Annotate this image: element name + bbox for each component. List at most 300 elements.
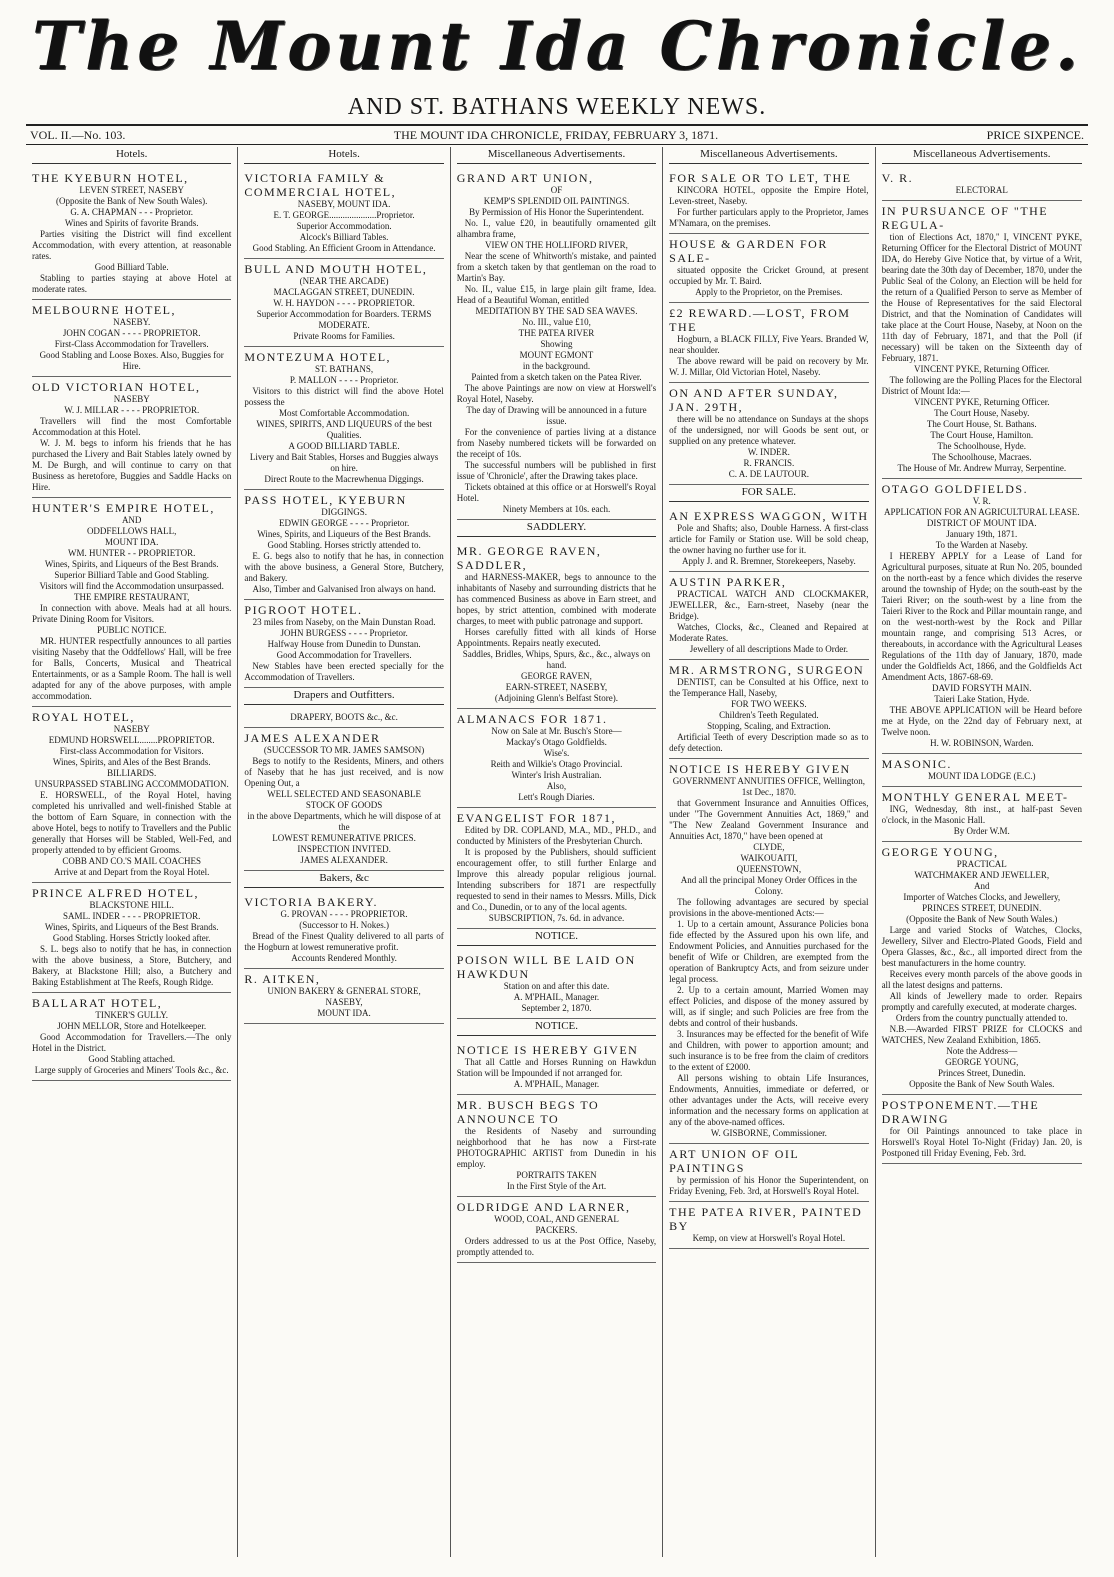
advertisement-title: THE PATEA RIVER, PAINTED BY (669, 1205, 863, 1233)
section-header: Drapers and Outfitters. (244, 688, 443, 705)
advertisement-line: EARN-STREET, NASEBY, (505, 682, 608, 692)
advertisement-line: January 19th, 1871. (946, 529, 1018, 539)
advertisement-title: MONTEZUMA HOTEL, (244, 350, 392, 364)
advertisement-line: V. R. (972, 496, 991, 506)
advertisement (32, 300, 231, 377)
advertisement-line: The following are the Polling Places for the Electoral District of Mount Ida:— (881, 375, 1082, 396)
issue-date: THE MOUNT IDA CHRONICLE, FRIDAY, FEBRUARY 3, 1871. (393, 127, 719, 142)
advertisement-line: VINCENT PYKE, Returning Officer. (914, 364, 1050, 374)
advertisement (457, 950, 656, 1019)
advertisement (244, 490, 443, 600)
advertisement-title: VICTORIA FAMILY & COMMERCIAL HOTEL, (244, 171, 397, 199)
advertisement-line: WATCHMAKER AND JEWELLER, (914, 870, 1050, 880)
advertisement-title: PASS HOTEL, KYEBURN (244, 493, 407, 507)
advertisement-line: And (974, 881, 990, 891)
advertisement-line: For further particulars apply to the Proprietor, James M'Namara, on the premises. (669, 207, 869, 228)
advertisement-line: NASEBY (113, 394, 150, 404)
advertisement-line: The successful numbers will be published in first issue of 'Chronicle', after the Drawing takes place. (456, 460, 657, 481)
advertisement-line: 1. Up to a certain amount, Assurance Policies bona fide effected by the Assured upon his own life, and Endowment Policies, and Annuities purchased for the benefit of Wife or Children, are exempted from the operation of Bankruptcy Acts, and from seizure under legal process. (669, 919, 869, 984)
advertisement-title: MONTHLY GENERAL MEET- (881, 790, 1069, 804)
advertisement-line: UNSURPASSED STABLING ACCOMMODATION. (34, 779, 229, 789)
advertisement-line: C. A. DE LAUTOUR. (728, 469, 810, 479)
advertisement-line: BLACKSTONE HILL. (89, 900, 174, 910)
advertisement-line: Apply to the Proprietor, on the Premises. (695, 287, 843, 297)
advertisement-line: MOUNT EGMONT (519, 350, 594, 360)
advertisement-line: That all Cattle and Horses Running on Hawkdun Station will be Impounded if not arranged for. (456, 1057, 657, 1078)
advertisement-line: LOWEST REMUNERATIVE PRICES. (272, 833, 416, 843)
advertisement-line: in the background. (522, 361, 591, 371)
advertisement-line: DENTIST, can be Consulted at his Office, next to the Temperance Hall, Naseby, (669, 677, 869, 698)
advertisement (244, 969, 443, 1024)
advertisement (32, 498, 231, 707)
advertisement-line: E. HORSWELL, of the Royal Hotel, having completed his unrivalled and well-finished Stable at the bottom of Earn Square, in connection with the above Hotel, begs to notify to Travellers and the Public generally that Horses will be Stabled, Well-Fed, and properly attended to by efficient Grooms. (32, 790, 232, 855)
advertisement-line: Showing (540, 339, 573, 349)
advertisement-title: MR. ARMSTRONG, SURGEON (669, 663, 865, 677)
advertisement (882, 1095, 1082, 1164)
advertisement-title: MR. BUSCH BEGS TO ANNOUNCE TO (456, 1098, 600, 1126)
advertisement-line: Wines, Spirits, and Liqueurs of the Best Brands. (44, 922, 219, 932)
advertisement (244, 892, 443, 969)
advertisement (882, 201, 1082, 479)
advertisement-line: QUEENSTOWN, (736, 864, 802, 874)
advertisement (457, 709, 656, 808)
advertisement (669, 383, 868, 485)
advertisement-line: MEDITATION BY THE SAD SEA WAVES. (475, 306, 638, 316)
advertisement (32, 168, 231, 300)
advertisement-line: DIGGINGS. (321, 507, 367, 517)
advertisement-line: Accounts Rendered Monthly. (291, 953, 397, 963)
advertisement-line: All kinds of Jewellery made to order. Repairs promptly and carefully executed, at moderate charges. (881, 991, 1082, 1012)
advertisement-title: POSTPONEMENT.—THE DRAWING (881, 1098, 1040, 1126)
advertisement-line: MACLAGGAN STREET, DUNEDIN. (273, 287, 415, 297)
advertisement-line: WELL SELECTED AND SEASONABLE (267, 789, 422, 799)
advertisement-line: Wines and Spirits of favorite Brands. (64, 218, 199, 228)
advertisement-line: Lett's Rough Diaries. (518, 792, 595, 802)
advertisement-line: Hogburn, a BLACK FILLY, Five Years. Branded W, near shoulder. (669, 334, 869, 355)
advertisement-line: No. II., value £15, in large plain gilt frame, Idea. Head of a Beautiful Woman, entitled (456, 284, 657, 305)
advertisement (669, 506, 868, 572)
advertisement-title: VICTORIA BAKERY. (244, 895, 378, 909)
advertisement-line: The House of Mr. Andrew Murray, Serpentine. (897, 463, 1067, 473)
advertisement (457, 808, 656, 929)
dateline (26, 124, 1088, 145)
advertisement-line: To the Warden at Naseby. (935, 540, 1028, 550)
advertisement-line: Also, Timber and Galvanised Iron always on hand. (252, 584, 436, 594)
advertisement-line: The above Paintings are now on view at Horswell's Royal Hotel, Naseby. (456, 383, 657, 404)
advertisement-line: THE EMPIRE RESTAURANT, (74, 592, 190, 602)
price: PRICE SIXPENCE. (986, 127, 1084, 142)
advertisement-line: THE ABOVE APPLICATION will be Heard before me at Hyde, on the 22nd day of February next, at Twelve noon. (881, 705, 1082, 737)
column-5 (876, 147, 1088, 1557)
advertisement-title: ART UNION OF OIL PAINTINGS (669, 1147, 799, 1175)
advertisement-line: The Court House, Naseby. (934, 408, 1030, 418)
advertisement-line: P. MALLON - - - - Proprietor. (289, 375, 399, 385)
advertisement-line: PACKERS. (535, 1225, 578, 1235)
advertisement-line: EDMUND HORSWELL........PROPRIETOR. (48, 735, 215, 745)
advertisement-title: ALMANACS FOR 1871. (456, 712, 608, 726)
advertisement-line: Saddles, Bridles, Whips, Spurs, &c., &c., always on hand. (462, 649, 651, 670)
advertisement-title: OLDRIDGE AND LARNER, (456, 1200, 631, 1214)
column-header: Hotels. (32, 147, 231, 164)
advertisement (457, 1095, 656, 1197)
advertisement-title: £2 REWARD.—LOST, FROM THE (669, 306, 851, 334)
advertisement-title: AUSTIN PARKER, (669, 575, 787, 589)
advertisement-title: ROYAL HOTEL, (32, 710, 135, 724)
advertisement-line: PRINCES STREET, DUNEDIN. (922, 903, 1042, 913)
column-2 (238, 147, 450, 1557)
advertisement-line: First-class Accommodation for Visitors. (59, 746, 204, 756)
advertisement (882, 754, 1082, 787)
advertisement (882, 842, 1082, 1095)
advertisement-line: OF (550, 185, 563, 195)
advertisement-line: W. INDER. (747, 447, 790, 457)
advertisement-line: Visitors to this district will find the above Hotel possess the (244, 386, 444, 407)
advertisement-line: ELECTORAL (955, 185, 1008, 195)
advertisement-line: DRAPERY, BOOTS &c., &c. (290, 712, 398, 722)
advertisement-line: New Stables have been erected specially for the Accommodation of Travellers. (244, 661, 444, 682)
advertisement-line: Pole and Shafts; also, Double Harness. A first-class article for Family or Station use. Will be sold cheap, the owner having no further use for it. (669, 523, 869, 555)
advertisement-line: The above reward will be paid on recovery by Mr. W. J. Millar, Old Victorian Hotel, Naseby. (669, 356, 869, 377)
advertisement-line: Taieri Lake Station, Hyde. (934, 694, 1030, 704)
advertisement-line: Wines, Spirits, and Ales of the Best Brands. (52, 757, 211, 767)
advertisement-line: Princes Street, Dunedin. (938, 1068, 1026, 1078)
advertisement-line: (NEAR THE ARCADE) (299, 276, 389, 286)
advertisement-line: KEMP'S SPLENDID OIL PAINTINGS. (483, 196, 630, 206)
advertisement-line: (SUCCESSOR TO MR. JAMES SAMSON) (263, 745, 425, 755)
advertisement-line: No. I., value £20, in beautifully ornamented gilt alhambra frame, (456, 218, 657, 239)
advertisement-line: (Adjoining Glenn's Belfast Store). (494, 693, 619, 703)
advertisement-line: 3. Insurances may be effected for the benefit of Wife and Children, with power to apportion amount; and such insurance is to be free from the claim of creditors to the extent of £2000. (669, 1029, 869, 1072)
advertisement-line: THE PATEA RIVER (518, 328, 595, 338)
advertisement-line: there will be no attendance on Sundays at the shops of the undersigned, nor will Goods be sent out, or supplied on any pretence whatever. (669, 414, 869, 446)
advertisement-line: Most Comfortable Accommodation. (278, 408, 410, 418)
advertisement-line: The day of Drawing will be announced in a future issue. (466, 405, 647, 426)
advertisement-line: Good Stabling. Horses Strictly looked after. (52, 933, 211, 943)
advertisement-line: JOHN COGAN - - - - PROPRIETOR. (62, 328, 201, 338)
advertisement-line: Edited by DR. COPLAND, M.A., MD., PH.D., and conducted by Ministers of the Presbyterian Church. (456, 825, 657, 846)
advertisement-line: 23 miles from Naseby, on the Main Dunstan Road. (252, 617, 436, 627)
advertisement-line: KINCORA HOTEL, opposite the Empire Hotel, Leven-street, Naseby. (669, 185, 869, 206)
column-header: Miscellaneous Advertisements. (882, 147, 1082, 164)
advertisement-line: Stopping, Scaling, and Extraction. (707, 721, 831, 731)
advertisement-line: Direct Route to the Macrewhenua Diggings. (264, 474, 424, 484)
advertisement-line: The Schoolhouse, Macraes. (932, 452, 1032, 462)
advertisement-line: NASEBY, MOUNT IDA. (297, 199, 391, 209)
advertisement-line: Ninety Members at 10s. each. (502, 504, 611, 514)
advertisement-title: BULL AND MOUTH HOTEL, (244, 262, 428, 276)
advertisement-line: DAVID FORSYTH MAIN. (931, 683, 1032, 693)
advertisement-line: Large supply of Groceries and Miners' Tools &c., &c. (34, 1065, 229, 1075)
advertisement-line: MOUNT IDA. (317, 1008, 371, 1018)
advertisement (244, 168, 443, 259)
advertisement-line: WINES, SPIRITS, AND LIQUEURS of the best Qualities. (256, 419, 432, 440)
advertisement-title: IN PURSUANCE OF "THE REGULA- (881, 204, 1049, 232)
advertisement-title: GEORGE YOUNG, (881, 845, 999, 859)
advertisement-line: PRACTICAL WATCH AND CLOCKMAKER, JEWELLER, &c., Earn-street, Naseby (near the Bridge). (669, 589, 869, 621)
column-header: Miscellaneous Advertisements. (669, 147, 868, 164)
advertisement-line: Livery and Bait Stables, Horses and Buggies always on hire. (249, 452, 439, 473)
advertisement-line: INSPECTION INVITED. (297, 844, 391, 854)
advertisement-line: TINKER'S GULLY. (95, 1010, 168, 1020)
advertisement-line: VINCENT PYKE, Returning Officer. (914, 397, 1050, 407)
advertisement-line: Superior Accommodation. (296, 221, 392, 231)
advertisement-title: V. R. (881, 171, 914, 185)
column-header: Miscellaneous Advertisements. (457, 147, 656, 164)
advertisement-line: No. III., value £10, (522, 317, 591, 327)
advertisement-line: PRACTICAL (956, 859, 1007, 869)
advertisement-line: (Opposite the Bank of New South Wales.) (906, 914, 1058, 924)
advertisement (669, 759, 868, 1144)
section-header: NOTICE. (457, 1019, 656, 1036)
advertisement-line: E. G. begs also to notify that he has, in connection with the above business, a General Store, Butchery, and Bakery. (244, 551, 444, 583)
advertisement-title: MASONIC. (881, 757, 952, 771)
columns (26, 147, 1088, 1557)
section-header: SADDLERY. (457, 520, 656, 537)
column-3 (451, 147, 663, 1557)
advertisement (32, 883, 231, 993)
advertisement-line: The Court House, Hamilton. (930, 430, 1034, 440)
advertisement-line: PUBLIC NOTICE. (96, 625, 167, 635)
advertisement-line: Wise's. (543, 748, 570, 758)
advertisement-line: For the convenience of parties living at a distance from Naseby numbered tickets will be forwarded on the receipt of 10s. (456, 427, 657, 459)
advertisement-line: (Successor to H. Nokes.) (299, 920, 389, 930)
advertisement-line: BILLIARDS. (107, 768, 157, 778)
advertisement-line: Superior Accommodation for Boarders. TERMS MODERATE. (256, 309, 432, 330)
advertisement (669, 234, 868, 303)
advertisement-line: DISTRICT OF MOUNT IDA. (926, 518, 1037, 528)
advertisement-line: S. L. begs also to notify that he has, in connection with the above business, a Store, Butchery, and Bakery, at Blackstone Hill; also, a Butchery and Baking Establishment at The Reefs, Rough Ridge. (32, 944, 232, 987)
advertisement-line: NASEBY, (325, 997, 363, 1007)
advertisement-line: and HARNESS-MAKER, begs to announce to the inhabitants of Naseby and surrounding districts that he has commenced Business as above in Earn street, and hopes, by strict attention, combined with moderate charges, to meet with public patronage and support. (456, 572, 657, 626)
advertisement-title: ON AND AFTER SUNDAY, JAN. 29TH, (669, 386, 839, 414)
advertisement-line: EDWIN GEORGE - - - - Proprietor. (278, 518, 410, 528)
advertisement-line: LEVEN STREET, NASEBY (79, 185, 184, 195)
advertisement-title: NOTICE IS HEREBY GIVEN (456, 1043, 639, 1057)
advertisement-line: GEORGE RAVEN, (521, 671, 592, 681)
advertisement-line: GEORGE YOUNG, (945, 1057, 1019, 1067)
advertisement-line: WOOD, COAL, AND GENERAL (494, 1214, 619, 1224)
advertisement-title: FOR SALE OR TO LET, THE (669, 171, 852, 185)
advertisement-line: By Permission of His Honor the Superintendent. (469, 207, 644, 217)
advertisement-line: PORTRAITS TAKEN (516, 1170, 597, 1180)
advertisement-title: POISON WILL BE LAID ON HAWKDUN (456, 953, 636, 981)
masthead (8, 0, 1106, 96)
advertisement-line: that Government Insurance and Annuities Offices, under "The Government Annuities Act, 1869," and "The New Zealand Government Insurance and Annuities Act, 1870," have been opened at (669, 798, 869, 841)
advertisement-line: The Court House, St. Bathans. (926, 419, 1037, 429)
advertisement-line: Visitors will find the Accommodation unsurpassed. (39, 581, 224, 591)
advertisement-line: GOVERNMENT ANNUITIES OFFICE, Wellington, 1st Dec., 1870. (672, 776, 865, 797)
advertisement-line: In connection with above. Meals had at all hours. Private Dining Room for Visitors. (32, 603, 232, 624)
advertisement-title: PRINCE ALFRED HOTEL, (32, 886, 200, 900)
advertisement-line: Opposite the Bank of New South Wales. (909, 1079, 1055, 1089)
advertisement-line: SAML. INDER - - - - PROPRIETOR. (63, 911, 201, 921)
advertisement-line: Wines, Spirits, and Liqueurs of the Best Brands. (44, 559, 219, 569)
advertisement-line: for Oil Paintings announced to take place in Horswell's Royal Hotel To-Night (Friday) Jan. 20, is Postponed till Friday Evening, Feb. 3rd. (881, 1126, 1082, 1158)
advertisement-line: MOUNT IDA LODGE (E.C.) (927, 771, 1036, 781)
advertisement-line: Good Accommodation for Travellers.—The only Hotel in the District. (32, 1032, 232, 1053)
advertisement-line: Receives every month parcels of the above goods in all the latest designs and patterns. (881, 969, 1082, 990)
advertisement-line: situated opposite the Cricket Ground, at present occupied by Mr. T. Baird. (669, 265, 869, 286)
advertisement-title: MELBOURNE HOTEL, (32, 303, 176, 317)
advertisement-line: Orders from the country punctually attended to. (895, 1013, 1068, 1023)
advertisement-line: NASEBY. (113, 317, 151, 327)
advertisement-line: Horses carefully fitted with all kinds of Horse Appointments. Repairs neatly executed. (456, 627, 657, 648)
advertisement-line: By Order W.M. (953, 826, 1010, 836)
masthead-title: The Mount Ida Chronicle. (32, 7, 1082, 85)
advertisement-line: Alcock's Billiard Tables. (299, 232, 389, 242)
advertisement-line: (Opposite the Bank of New South Wales). (56, 196, 208, 206)
advertisement-line: I HEREBY APPLY for a Lease of Land for Agricultural purposes, situate at Run No. 205, bounded on the north-east by a fence which divides the reserve around the township of Hyde; on the south-east by the Taieri River; on the south-west by a line from the Taieri River to the Rock and Pillar mountain range, and on the west-north-west by the Rock and Pillar mountain range, and comprising 513 Acres, or thereabouts, in accordance with the Agricultural Leases Regulations of the 11th day of January, 1870, made under the Goldfields Act, 1866, and the Goldfields Act Amendment Acts, 1867-68-69. (881, 551, 1082, 682)
advertisement-line: COBB AND CO.'S MAIL COACHES (62, 856, 201, 866)
advertisement-line: It is proposed by the Publishers, should sufficient encouragement offer, to still further Enlarge and Improve this already popular religious journal. Intending subscribers for 1871 are respectfully requested to send in their names to Messrs. Mills, Dick and Co., Dunedin, or to any of the local agents. (456, 847, 657, 912)
advertisement (669, 168, 868, 234)
advertisement-line: The following advantages are secured by special provisions in the above-mentioned Acts:— (669, 897, 869, 918)
advertisement (244, 600, 443, 688)
advertisement-line: Tickets obtained at this office or at Horswell's Royal Hotel. (456, 482, 657, 503)
advertisement (32, 707, 231, 883)
advertisement-title: GRAND ART UNION, (456, 171, 594, 185)
advertisement-line: All persons wishing to obtain Life Insurances, Endowments, Annuities, immediate or deferred, or other advantages under the Acts, will receive every information and the necessary forms on application at any of the above-named offices. (669, 1073, 869, 1127)
advertisement (669, 1202, 868, 1249)
advertisement (32, 377, 231, 498)
advertisement-title: HOUSE & GARDEN FOR SALE- (669, 237, 828, 265)
advertisement-line: ING, Wednesday, 8th inst., at half-past Seven o'clock, in the Masonic Hall. (881, 804, 1082, 825)
advertisement-line: WAIKOUAITI, (740, 853, 798, 863)
advertisement-line: MR. HUNTER respectfully announces to all parties visiting Naseby that the Oddfellows' Hall, will be free for Balls, Concerts, Musical and Theatrical Entertainments, or as a Sample Room. The hall is well adapted for any of the above purposes, with ample accommodation. (32, 636, 232, 701)
advertisement-line: Watches, Clocks, &c., Cleaned and Repaired at Moderate Rates. (669, 622, 869, 643)
advertisement-line: Kemp, on view at Horswell's Royal Hotel. (692, 1233, 846, 1243)
section-header: FOR SALE. (669, 485, 868, 502)
advertisement (244, 709, 443, 728)
advertisement (457, 541, 656, 709)
advertisement-line: G. PROVAN - - - - PROPRIETOR. (280, 909, 408, 919)
advertisement-title: PIGROOT HOTEL. (244, 603, 363, 617)
advertisement-line: W. GISBORNE, Commissioner. (710, 1128, 827, 1138)
advertisement-line: Apply J. and R. Bremner, Storekeepers, Naseby. (681, 556, 856, 566)
advertisement-title: MR. GEORGE RAVEN, SADDLER, (456, 544, 602, 572)
column-header: Hotels. (244, 147, 443, 164)
advertisement-line: Painted from a sketch taken on the Patea River. (471, 372, 642, 382)
advertisement-line: Good Stabling. An Efficient Groom in Attendance. (252, 243, 436, 253)
advertisement-line: Jewellery of all descriptions Made to Order. (689, 644, 848, 654)
advertisement-line: Travellers will find the most Comfortable Accommodation at this Hotel. (32, 416, 232, 437)
advertisement-line: A. M'PHAIL, Manager. (513, 1079, 600, 1089)
advertisement-line: JAMES ALEXANDER. (300, 855, 388, 865)
advertisement (882, 168, 1082, 201)
advertisement-title: HUNTER'S EMPIRE HOTEL, (32, 501, 215, 515)
advertisement-line: Importer of Watches Clocks, and Jewellery, (903, 892, 1061, 902)
advertisement-line: in the above Departments, which he will dispose of at the (247, 811, 441, 832)
advertisement-line: WM. HUNTER - - PROPRIETOR. (68, 548, 196, 558)
advertisement-line: FOR TWO WEEKS. (731, 699, 807, 709)
column-1 (26, 147, 238, 1557)
advertisement-line: ST. BATHANS, (315, 364, 374, 374)
advertisement (32, 993, 231, 1081)
advertisement-line: W. J. MILLAR - - - - PROPRIETOR. (64, 405, 200, 415)
advertisement-line: Orders addressed to us at the Post Office, Naseby, promptly attended to. (456, 1236, 657, 1257)
advertisement-line: JOHN MELLOR, Store and Hotelkeeper. (57, 1021, 207, 1031)
advertisement-line: Winter's Irish Australian. (511, 770, 602, 780)
advertisement-line: N.B.—Awarded FIRST PRIZE for CLOCKS and WATCHES, New Zealand Exhibition, 1865. (881, 1024, 1082, 1045)
advertisement-line: the Residents of Naseby and surrounding neighborhood that he has now a First-rate PHOTOGRAPHIC ARTIST from Dunedin in his employ. (456, 1126, 657, 1169)
advertisement-line: And all the principal Money Order Offices in the Colony. (680, 875, 858, 896)
advertisement-line: Good Billiard Table. (94, 262, 169, 272)
advertisement (457, 168, 656, 520)
advertisement-line: Bread of the Finest Quality delivered to all parts of the Hogburn at lowest remunerative profit. (244, 931, 444, 952)
advertisement (882, 479, 1082, 754)
advertisement-line: Station on and after this date. (503, 981, 610, 991)
advertisement-title: AN EXPRESS WAGGON, WITH (669, 509, 869, 523)
advertisement-line: H. W. ROBINSON, Warden. (930, 738, 1034, 748)
advertisement (669, 660, 868, 759)
advertisement-line: Good Stabling. Horses strictly attended to. (267, 540, 421, 550)
column-4 (663, 147, 875, 1557)
advertisement-line: W. H. HAYDON - - - - PROPRIETOR. (273, 298, 415, 308)
advertisement-title: JAMES ALEXANDER (244, 731, 381, 745)
masthead-subtitle: AND ST. BATHANS WEEKLY NEWS. (347, 94, 767, 120)
advertisement-line: Stabling to parties staying at above Hotel at moderate rates. (32, 273, 232, 294)
advertisement-line: The Schoolhouse, Hyde. (937, 441, 1026, 451)
advertisement-line: First-Class Accommodation for Travellers. (54, 339, 209, 349)
advertisement (669, 303, 868, 383)
advertisement (244, 259, 443, 347)
advertisement-line: SUBSCRIPTION, 7s. 6d. in advance. (488, 913, 625, 923)
advertisement-line: A. M'PHAIL, Manager. (513, 992, 600, 1002)
advertisement-line: G. A. CHAPMAN - - - Proprietor. (70, 207, 194, 217)
advertisement-line: AND (121, 515, 142, 525)
advertisement-line: Wines, Spirits, and Liqueurs of the Best Brands. (257, 529, 431, 539)
advertisement-line: Arrive at and Depart from the Royal Hotel. (53, 867, 210, 877)
advertisement-line: Begs to notify to the Residents, Miners, and others of Naseby that he has just received, and is now Opening Out, a (244, 756, 444, 788)
advertisement-line: Reith and Wilkie's Otago Provincial. (490, 759, 623, 769)
advertisement-title: R. AITKEN, (244, 972, 321, 986)
volume-number: VOL. II.—No. 103. (30, 127, 126, 142)
advertisement (457, 1040, 656, 1095)
section-header: Bakers, &c (244, 871, 443, 888)
advertisement-line: A GOOD BILLIARD TABLE. (288, 441, 400, 451)
advertisement-line: In the First Style of the Art. (506, 1181, 607, 1191)
advertisement-line: STOCK OF GOODS (305, 800, 383, 810)
advertisement-line: NASEBY (113, 724, 150, 734)
advertisement-line: tion of Elections Act, 1870," I, VINCENT PYKE, Returning Officer for the Electoral District of MOUNT IDA, do Hereby Give Notice that, by virtue of a Writ, bearing date the 30th day of December, 1870, under the Public Seal of the Colony, an Election will be held for the return of a Qualified Person to serve as Member of the House of Representatives for the said Electoral District, and that the Nomination of Candidates will take place at the Court House, Naseby, at Noon on the 11th day of February, 1871, and that the Poll (if necessary) will be taken on the Sixteenth day of February, 1871. (881, 232, 1082, 363)
advertisement-line: Large and varied Stocks of Watches, Clocks, Jewellery, Silver and Electro-Plated Goods, Field and Opera Glasses, &c., &c., all imported direct from the best manufacturers in the home country. (881, 925, 1082, 968)
advertisement (669, 1144, 868, 1202)
advertisement (244, 347, 443, 490)
advertisement-title: EVANGELIST FOR 1871, (456, 811, 617, 825)
advertisement-line: E. T. GEORGE.....................Proprietor. (273, 210, 415, 220)
advertisement-line: by permission of his Honor the Superintendent, on Friday Evening, Feb. 3rd, at Horswell's Royal Hotel. (669, 1175, 869, 1196)
advertisement-line: Good Stabling attached. (88, 1054, 176, 1064)
advertisement-line: CLYDE, (753, 842, 785, 852)
advertisement (882, 787, 1082, 842)
advertisement-line: Artificial Teeth of every Description made so as to defy detection. (669, 732, 869, 753)
advertisement (244, 728, 443, 871)
advertisement-line: Parties visiting the District will find excellent Accommodation, with every attention, at reasonable rates. (32, 229, 232, 261)
advertisement-line: Mackay's Otago Goldfields. (506, 737, 607, 747)
advertisement-line: Halfway House from Dunedin to Dunstan. (267, 639, 421, 649)
advertisement-title: NOTICE IS HEREBY GIVEN (669, 762, 851, 776)
advertisement-line: Now on Sale at Mr. Busch's Store— (491, 726, 622, 736)
advertisement-line: Private Rooms for Families. (293, 331, 395, 341)
advertisement-line: APPLICATION FOR AN AGRICULTURAL LEASE. (883, 507, 1080, 517)
advertisement-line: Note the Address— (946, 1046, 1018, 1056)
advertisement-line: Also, (546, 781, 567, 791)
advertisement-line: MOUNT IDA. (105, 537, 159, 547)
advertisement-line: Good Stabling and Loose Boxes. Also, Buggies for Hire. (39, 350, 224, 371)
section-header: NOTICE. (457, 929, 656, 946)
advertisement-line: Children's Teeth Regulated. (719, 710, 819, 720)
advertisement-line: Near the scene of Whitworth's mistake, and painted from a sketch taken by that gentleman on the road to Martin's Bay. (456, 251, 657, 283)
